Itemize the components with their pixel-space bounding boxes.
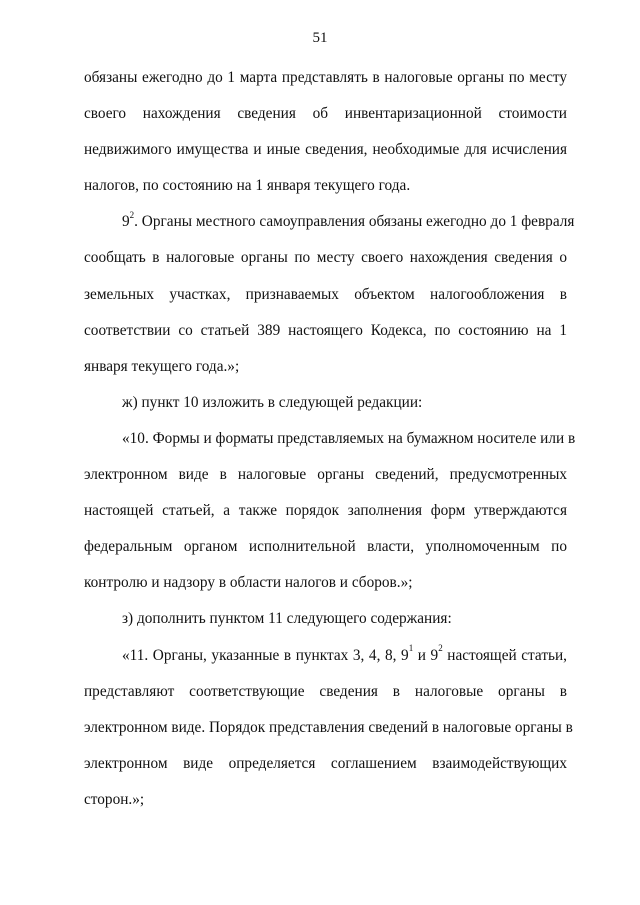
text-line: земельных участках, признаваемых объектом налогообложения в (84, 285, 567, 303)
text-line: федеральным органом исполнительной власти, уполномоченным по (84, 538, 567, 556)
text-line: «10. Формы и форматы представляемых на бумажном носителе или в (122, 429, 576, 447)
text-line: ж) пункт 10 изложить в следующей редакции: (122, 393, 423, 411)
text-line: сообщать в налоговые органы по месту своего нахождения сведения о (84, 249, 567, 267)
text-fragment: . Органы местного самоуправления обязаны ежегодно до 1 февраля (134, 213, 575, 231)
superscript: 2 (129, 210, 135, 221)
superscript: 1 (408, 643, 414, 654)
text-line: января текущего года.»; (84, 357, 240, 375)
text-line: сторон.»; (84, 790, 145, 808)
text-line: контролю и надзору в области налогов и сборов.»; (84, 574, 413, 592)
text-fragment: и 9 (413, 646, 439, 664)
text-line: своего нахождения сведения об инвентаризационной стоимости (84, 105, 567, 123)
text-fragment: настоящей статьи, (442, 646, 567, 664)
text-fragment: 9 (122, 213, 130, 231)
document-body (84, 69, 576, 828)
text-line: представляют соответствующие сведения в налоговые органы в (84, 682, 567, 700)
text-line: настоящей статьей, а также порядок заполнения форм утверждаются (84, 502, 567, 520)
text-line: з) дополнить пунктом 11 следующего содержания: (122, 610, 452, 628)
text-line: недвижимого имущества и иные сведения, необходимые для исчисления (84, 141, 567, 159)
superscript: 2 (438, 643, 443, 654)
text-line (84, 210, 575, 250)
text-line: электронном виде. Порядок представления сведений в налоговые органы в (84, 718, 573, 736)
text-line: электронном виде в налоговые органы сведений, предусмотренных (84, 466, 567, 484)
text-line: электронном виде определяется соглашением взаимодействующих (84, 754, 567, 772)
text-fragment: «11. Органы, указанные в пунктах 3, 4, 8, 9 (122, 646, 409, 664)
text-line (84, 643, 567, 684)
text-line: обязаны ежегодно до 1 марта представлять в налоговые органы по месту (84, 69, 567, 86)
page-number: 51 (312, 30, 328, 46)
text-line: налогов, по состоянию на 1 января текущего года. (84, 177, 411, 195)
text-line: соответствии со статьей 389 настоящего Кодекса, по состоянию на 1 (84, 321, 567, 339)
